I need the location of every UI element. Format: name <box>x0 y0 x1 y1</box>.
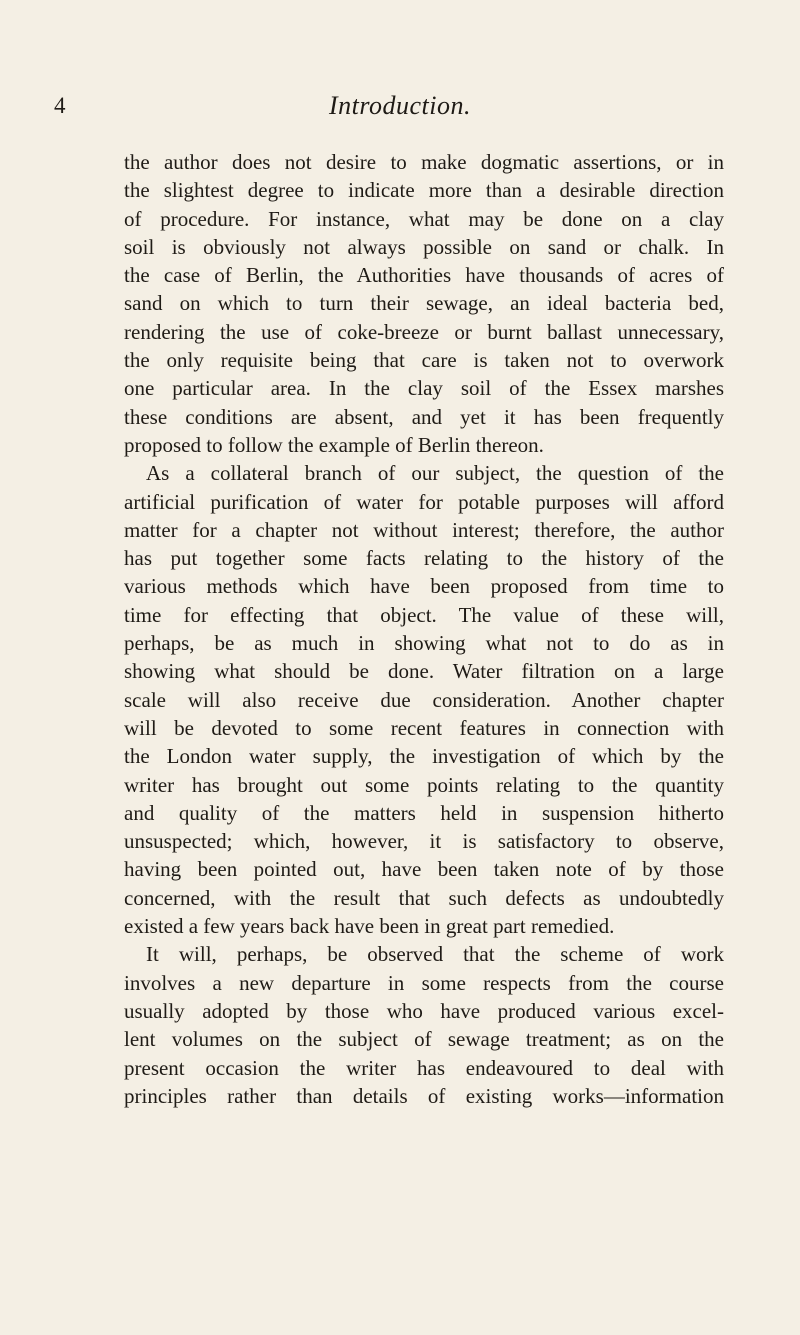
text-line: artificial purification of water for potable purposes will afford <box>124 489 724 514</box>
page-number: 4 <box>54 93 66 118</box>
text-line: writer has brought out some points relating to the quantity <box>124 772 724 797</box>
text-line: unsuspected; which, however, it is satisfactory to observe, <box>124 829 724 854</box>
text-line: soil is obviously not always possible on sand or chalk. In <box>124 234 724 259</box>
text-line: and quality of the matters held in suspension hitherto <box>124 800 724 825</box>
text-line: having been pointed out, have been taken note of by those <box>124 857 724 882</box>
text-line: concerned, with the result that such defects as undoubtedly <box>124 885 724 910</box>
text-line: It will, perhaps, be observed that the scheme of work <box>146 942 724 967</box>
text-line: usually adopted by those who have produced various excel- <box>124 998 724 1023</box>
body-text <box>124 148 724 1110</box>
text-line: sand on which to turn their sewage, an ideal bacteria bed, <box>124 291 724 316</box>
text-line: time for effecting that object. The value of these will, <box>124 602 724 627</box>
text-line: one particular area. In the clay soil of the Essex marshes <box>124 376 724 401</box>
text-line: present occasion the writer has endeavoured to deal with <box>124 1055 724 1080</box>
text-line: the slightest degree to indicate more than a desirable direction <box>124 178 724 203</box>
text-line: proposed to follow the example of Berlin thereon. <box>124 432 544 457</box>
text-line: scale will also receive due consideration. Another chapter <box>124 687 724 712</box>
text-line: involves a new departure in some respects from the course <box>124 970 724 995</box>
text-line: has put together some facts relating to the history of the <box>124 546 724 571</box>
text-line: the author does not desire to make dogmatic assertions, or in <box>124 150 724 174</box>
running-head <box>0 90 800 130</box>
text-line: the London water supply, the investigation of which by the <box>124 744 724 769</box>
text-line: matter for a chapter not without interest; therefore, the author <box>124 517 724 542</box>
text-line: showing what should be done. Water filtration on a large <box>124 659 724 684</box>
text-line: As a collateral branch of our subject, the question of the <box>146 461 724 486</box>
text-line: existed a few years back have been in great part remedied. <box>124 914 615 939</box>
text-line: principles rather than details of existing works—information <box>124 1083 724 1108</box>
chapter-title: Introduction. <box>328 91 472 120</box>
text-line: the only requisite being that care is taken not to overwork <box>124 348 724 373</box>
text-line: the case of Berlin, the Authorities have thousands of acres of <box>124 263 724 288</box>
text-line: perhaps, be as much in showing what not to do as in <box>124 631 724 656</box>
text-line: will be devoted to some recent features in connection with <box>124 715 724 740</box>
text-line: these conditions are absent, and yet it has been frequently <box>124 404 724 429</box>
text-line: of procedure. For instance, what may be done on a clay <box>124 206 724 231</box>
text-line: lent volumes on the subject of sewage treatment; as on the <box>124 1027 724 1052</box>
text-line: rendering the use of coke-breeze or burnt ballast unnecessary, <box>124 319 724 344</box>
text-line: various methods which have been proposed from time to <box>124 574 724 599</box>
